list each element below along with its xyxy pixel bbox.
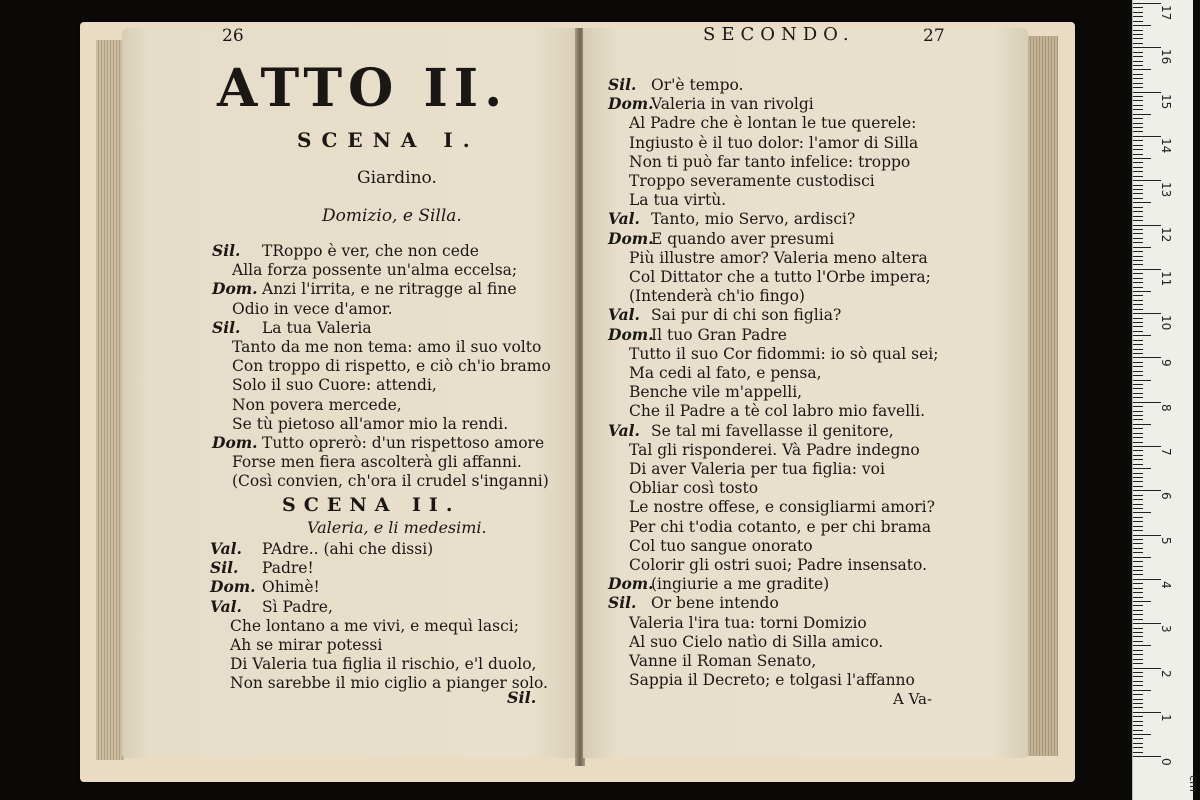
ruler-minor-tick [1133,512,1151,513]
ruler-minor-tick [1133,162,1143,163]
ruler-minor-tick [1133,672,1143,673]
ruler-minor-tick [1133,663,1143,664]
dialogue-line: Ingiusto è il tuo dolor: l'amor di Silla [629,133,919,152]
ruler-minor-tick [1133,685,1143,686]
dialogue-line: Al Padre che è lontan le tue querele: [629,114,917,133]
ruler-minor-tick [1133,158,1151,159]
ruler-major-tick [1133,668,1161,669]
ruler-minor-tick [1133,145,1143,146]
ruler-minor-tick [1133,694,1143,695]
dialogue-line: Tutto oprerò: d'un rispettoso amore [262,434,545,452]
running-header: SECONDO. [703,24,855,45]
ruler-minor-tick [1133,681,1143,682]
dialogue-line: Colorir gli ostri suoi; Padre insensato. [629,556,927,574]
dialogue-line: Valeria l'ira tua: torni Domizio [629,613,867,632]
speaker-label: Sil. [212,241,241,260]
ruler-minor-tick [1133,256,1143,257]
ruler-minor-tick [1133,300,1143,301]
ruler-number: 9 [1159,359,1173,368]
ruler-minor-tick [1133,287,1143,288]
ruler-minor-tick [1133,477,1143,478]
ruler-number: 2 [1159,669,1173,678]
ruler-minor-tick [1133,539,1143,540]
speaker-label: Val. [210,596,242,616]
ruler-minor-tick [1133,464,1143,465]
ruler-number: 6 [1159,492,1173,500]
dialogue-line: (Intenderà ch'io fingo) [629,287,805,306]
ruler-minor-tick [1133,636,1143,637]
ruler-minor-tick [1133,380,1151,381]
speaker-label: Dom. [608,228,654,248]
ruler-number: 0 [1159,758,1173,766]
ruler-minor-tick [1133,605,1143,606]
ruler-number: 16 [1159,49,1173,65]
dialogue-line: Valeria in van rivolgi [651,95,814,114]
ruler-minor-tick [1133,455,1143,456]
speaker-label: Sil. [608,75,637,94]
ruler-number: 1 [1159,713,1173,722]
ruler-minor-tick [1133,508,1143,509]
dialogue-line: Padre! [262,559,314,578]
ruler-minor-tick [1133,7,1143,8]
ruler-minor-tick [1133,216,1143,217]
dialogue-line: Sai pur di chi son figlia? [651,306,842,325]
ruler-minor-tick [1133,437,1143,438]
speaker-label: Sil. [212,317,241,337]
ruler-minor-tick [1133,450,1143,451]
ruler-minor-tick [1133,366,1143,367]
speaker-label: Sil. [608,593,637,613]
ruler-minor-tick [1133,34,1143,35]
dialogue-line: Di Valeria tua figlia il rischio, e'l duolo, [230,655,537,674]
ruler-minor-tick [1133,442,1143,443]
ruler-minor-tick [1133,114,1151,115]
ruler-minor-tick [1133,247,1151,248]
ruler-major-tick [1133,136,1161,137]
ruler-minor-tick [1133,388,1143,389]
ruler-major-tick [1133,313,1161,314]
ruler-minor-tick [1133,211,1143,212]
dialogue-line: Che lontano a me vivi, e mequì lasci; [230,616,519,635]
ruler-minor-tick [1133,105,1143,106]
setting-label: Giardino. [357,168,437,188]
speaker-label: Dom. [608,574,654,594]
dialogue-line: Forse men fiera ascolterà gli affanni. [232,453,522,472]
dialogue-line: Ohimè! [262,578,320,597]
left-page [122,28,577,758]
scene-two-title: SCENA II. [282,494,461,516]
ruler-minor-tick [1133,393,1143,394]
ruler-minor-tick [1133,459,1143,460]
speaker-label: Val. [210,539,242,558]
ruler-minor-tick [1133,21,1143,22]
ruler-minor-tick [1133,384,1143,385]
ruler-minor-tick [1133,716,1143,717]
speaker-label: Dom. [212,433,258,452]
speaker-label: Dom. [210,577,256,597]
ruler-minor-tick [1133,486,1143,487]
dialogue-line: Se tù pietoso all'amor mio la rendi. [232,414,509,433]
ruler-major-tick [1133,712,1161,713]
left-page-number: 26 [222,26,244,46]
right-page [583,24,1028,758]
scene-two-characters: Valeria, e li medesimi. [307,518,487,537]
ruler-minor-tick [1133,233,1143,234]
ruler-major-tick [1133,357,1161,358]
dialogue-line: La tua virtù. [629,191,727,210]
ruler-minor-tick [1133,118,1143,119]
ruler-minor-tick [1133,69,1151,70]
ruler-minor-tick [1133,349,1143,350]
dialogue-line: Troppo severamente custodisci [629,172,875,190]
ruler-number: 12 [1159,226,1173,242]
ruler-minor-tick [1133,335,1151,336]
ruler-minor-tick [1133,566,1143,567]
ruler-minor-tick [1133,397,1143,398]
ruler-minor-tick [1133,433,1143,434]
ruler-minor-tick [1133,504,1143,505]
ruler-minor-tick [1133,588,1143,589]
ruler-minor-tick [1133,264,1143,265]
ruler-minor-tick [1133,371,1143,372]
ruler-minor-tick [1133,721,1143,722]
ruler-major-tick [1133,92,1161,93]
dialogue-line: Tutto il suo Cor fidommi: io sò qual sei; [629,344,939,363]
ruler-minor-tick [1133,743,1143,744]
ruler-minor-tick [1133,495,1143,496]
ruler-minor-tick [1133,74,1143,75]
ruler-minor-tick [1133,189,1143,190]
ruler-number: 11 [1159,270,1173,287]
ruler-minor-tick [1133,12,1143,13]
ruler-minor-tick [1133,198,1143,199]
dialogue-line: Non sarebbe il mio ciglio a pianger solo. [230,674,548,693]
ruler-minor-tick [1133,654,1143,655]
ruler-number: 3 [1159,625,1173,633]
ruler-minor-tick [1133,322,1143,323]
ruler-minor-tick [1133,251,1143,252]
ruler-major-tick [1133,3,1161,4]
ruler-minor-tick [1133,676,1143,677]
ruler-unit: cm [1186,775,1200,792]
ruler-minor-tick [1133,282,1143,283]
ruler-minor-tick [1133,326,1143,327]
ruler-minor-tick [1133,318,1143,319]
ruler-minor-tick [1133,140,1143,141]
dialogue-line: Per chi t'odia cotanto, e per chi brama [629,517,932,536]
ruler-minor-tick [1133,207,1143,208]
ruler-number: 7 [1159,448,1173,456]
ruler-minor-tick [1133,353,1143,354]
ruler-minor-tick [1133,415,1143,416]
ruler-minor-tick [1133,548,1143,549]
ruler-minor-tick [1133,703,1143,704]
ruler-minor-tick [1133,610,1143,611]
ruler-minor-tick [1133,56,1143,57]
dialogue-line: Obliar così tosto [629,479,759,498]
ruler-major-tick [1133,269,1161,270]
ruler-major-tick [1133,623,1161,624]
ruler-minor-tick [1133,632,1143,633]
ruler-minor-tick [1133,87,1143,88]
ruler-minor-tick [1133,131,1143,132]
ruler-minor-tick [1133,543,1143,544]
ruler-minor-tick [1133,25,1151,26]
ruler-number: 4 [1159,580,1173,589]
ruler-minor-tick [1133,424,1151,425]
speaker-label: Dom. [608,94,654,114]
ruler-minor-tick [1133,229,1143,230]
ruler-minor-tick [1133,238,1143,239]
ruler-minor-tick [1133,61,1143,62]
dialogue-line: Non povera mercede, [232,395,402,414]
dialogue-line: Solo il suo Cuore: attendi, [232,376,437,395]
ruler-minor-tick [1133,185,1143,186]
dialogue-line: Di aver Valeria per tua figlia: voi [629,460,885,478]
ruler-minor-tick [1133,734,1151,735]
ruler-minor-tick [1133,38,1143,39]
ruler-minor-tick [1133,309,1143,310]
dialogue-line: Al suo Cielo natìo di Silla amico. [629,632,884,651]
ruler-minor-tick [1133,428,1143,429]
ruler-minor-tick [1133,193,1143,194]
dialogue-line: Che il Padre a tè col labro mio favelli. [629,402,925,421]
ruler-minor-tick [1133,96,1143,97]
dialogue-line: TRoppo è ver, che non cede [262,242,479,260]
ruler-minor-tick [1133,530,1143,531]
page-edges-right [1028,36,1058,756]
ruler-minor-tick [1133,16,1143,17]
ruler-number: 8 [1159,403,1173,412]
speaker-label: Dom. [212,279,258,299]
dialogue-line: Sappia il Decreto; e tolgasi l'affanno [629,671,915,690]
ruler-minor-tick [1133,260,1143,261]
dialogue-line: Tanto da me non tema: amo il suo volto [232,338,542,356]
ruler-minor-tick [1133,645,1151,646]
ruler-minor-tick [1133,699,1143,700]
dialogue-line: Ma cedi al fato, e pensa, [629,364,822,382]
ruler-minor-tick [1133,375,1143,376]
ruler-major-tick [1133,446,1161,447]
ruler-minor-tick [1133,517,1143,518]
left-catchword: Sil. [507,688,537,707]
dialogue-line: (ingiurie a me gradite) [651,575,830,594]
speaker-label: Val. [608,305,640,325]
page-edges-left [96,40,124,760]
ruler-minor-tick [1133,154,1143,155]
ruler-minor-tick [1133,557,1151,558]
ruler-minor-tick [1133,597,1143,598]
ruler-minor-tick [1133,707,1143,708]
ruler-minor-tick [1133,78,1143,79]
right-catchword: A Va- [893,690,933,708]
ruler-minor-tick [1133,725,1143,726]
ruler-minor-tick [1133,362,1143,363]
ruler-minor-tick [1133,149,1143,150]
ruler-minor-tick [1133,344,1143,345]
ruler-minor-tick [1133,171,1143,172]
ruler-minor-tick [1133,83,1143,84]
ruler-minor-tick [1133,614,1143,615]
ruler-minor-tick [1133,419,1143,420]
speaker-label: Val. [608,209,640,229]
ruler-minor-tick [1133,109,1143,110]
dialogue-line: Non ti può far tanto infelice: troppo [629,152,911,171]
ruler-number: 15 [1159,93,1173,109]
ruler-minor-tick [1133,641,1143,642]
ruler-minor-tick [1133,406,1143,407]
speaker-label: Dom. [608,324,654,344]
measurement-ruler [1132,0,1200,800]
ruler-minor-tick [1133,304,1143,305]
scene-characters: Domizio, e Silla. [322,206,462,226]
ruler-minor-tick [1133,176,1143,177]
ruler-major-tick [1133,180,1161,181]
act-title: ATTO II. [217,58,509,119]
ruler-minor-tick [1133,738,1143,739]
ruler-minor-tick [1133,481,1143,482]
speaker-label: Val. [608,420,640,440]
ruler-minor-tick [1133,291,1151,292]
dialogue-line: PAdre.. (ahi che dissi) [262,540,434,558]
ruler-minor-tick [1133,202,1151,203]
ruler-minor-tick [1133,278,1143,279]
dialogue-line: Vanne il Roman Senato, [629,652,817,670]
ruler-minor-tick [1133,43,1143,44]
ruler-minor-tick [1133,295,1143,296]
ruler-number: 13 [1159,182,1173,198]
dialogue-line: Alla forza possente un'alma eccelsa; [232,261,518,280]
ruler-minor-tick [1133,526,1143,527]
dialogue-line: Sì Padre, [262,597,333,616]
ruler-minor-tick [1133,583,1143,584]
dialogue-line: Il tuo Gran Padre [651,325,787,344]
ruler-major-tick [1133,225,1161,226]
ruler-major-tick [1133,579,1161,580]
dialogue-line: Benche vile m'appelli, [629,383,803,402]
ruler-minor-tick [1133,220,1143,221]
speaker-label: Sil. [210,558,239,578]
ruler-minor-tick [1133,628,1143,629]
dialogue-line: Odio in vece d'amor. [232,299,393,318]
scene-one-title: SCENA I. [297,128,480,152]
ruler-minor-tick [1133,52,1143,53]
ruler-minor-tick [1133,592,1143,593]
ruler-minor-tick [1133,65,1143,66]
ruler-minor-tick [1133,167,1143,168]
dialogue-line: Tal gli risponderei. Và Padre indegno [629,440,920,459]
ruler-minor-tick [1133,650,1143,651]
ruler-minor-tick [1133,468,1151,469]
ruler-minor-tick [1133,747,1143,748]
right-page-number: 27 [923,26,945,46]
dialogue-line: Col Dittator che a tutto l'Orbe impera; [629,268,931,286]
ruler-minor-tick [1133,690,1151,691]
ruler-number: 17 [1159,5,1173,21]
ruler-minor-tick [1133,619,1143,620]
ruler-minor-tick [1133,473,1143,474]
ruler-minor-tick [1133,411,1143,412]
ruler-minor-tick [1133,601,1151,602]
dialogue-line: Tanto, mio Servo, ardisci? [651,210,856,229]
ruler-major-tick [1133,535,1161,536]
dialogue-line: E quando aver presumi [651,229,835,248]
ruler-minor-tick [1133,659,1143,660]
ruler-major-tick [1133,402,1161,403]
ruler-minor-tick [1133,100,1143,101]
ruler-major-tick [1133,756,1161,757]
ruler-minor-tick [1133,30,1143,31]
dialogue-line: (Così convien, ch'ora il crudel s'inganni) [232,472,549,491]
ruler-minor-tick [1133,331,1143,332]
dialogue-line: Or'è tempo. [651,76,744,94]
ruler-minor-tick [1133,242,1143,243]
ruler-number: 5 [1159,536,1173,545]
dialogue-line: Se tal mi favellasse il genitore, [651,421,894,440]
dialogue-line: Col tuo sangue onorato [629,536,813,555]
dialogue-line: Anzi l'irrita, e ne ritragge al fine [262,280,517,299]
ruler-minor-tick [1133,340,1143,341]
ruler-minor-tick [1133,521,1143,522]
ruler-minor-tick [1133,499,1143,500]
ruler-minor-tick [1133,561,1143,562]
ruler-minor-tick [1133,552,1143,553]
ruler-minor-tick [1133,127,1143,128]
ruler-major-tick [1133,490,1161,491]
ruler-minor-tick [1133,570,1143,571]
ruler-number: 10 [1159,315,1173,331]
ruler-minor-tick [1133,574,1143,575]
ruler-minor-tick [1133,752,1143,753]
dialogue-line: Le nostre offese, e consigliarmi amori? [629,498,935,517]
ruler-minor-tick [1133,273,1143,274]
dialogue-line: Più illustre amor? Valeria meno altera [629,248,928,267]
dialogue-line: La tua Valeria [262,318,372,337]
dialogue-line: Or bene intendo [651,594,779,613]
dialogue-line: Ah se mirar potessi [230,636,383,654]
ruler-minor-tick [1133,123,1143,124]
ruler-major-tick [1133,47,1161,48]
ruler-number: 14 [1159,137,1173,154]
ruler-minor-tick [1133,730,1143,731]
dialogue-line: Con troppo di rispetto, e ciò ch'io bramo [232,357,551,376]
